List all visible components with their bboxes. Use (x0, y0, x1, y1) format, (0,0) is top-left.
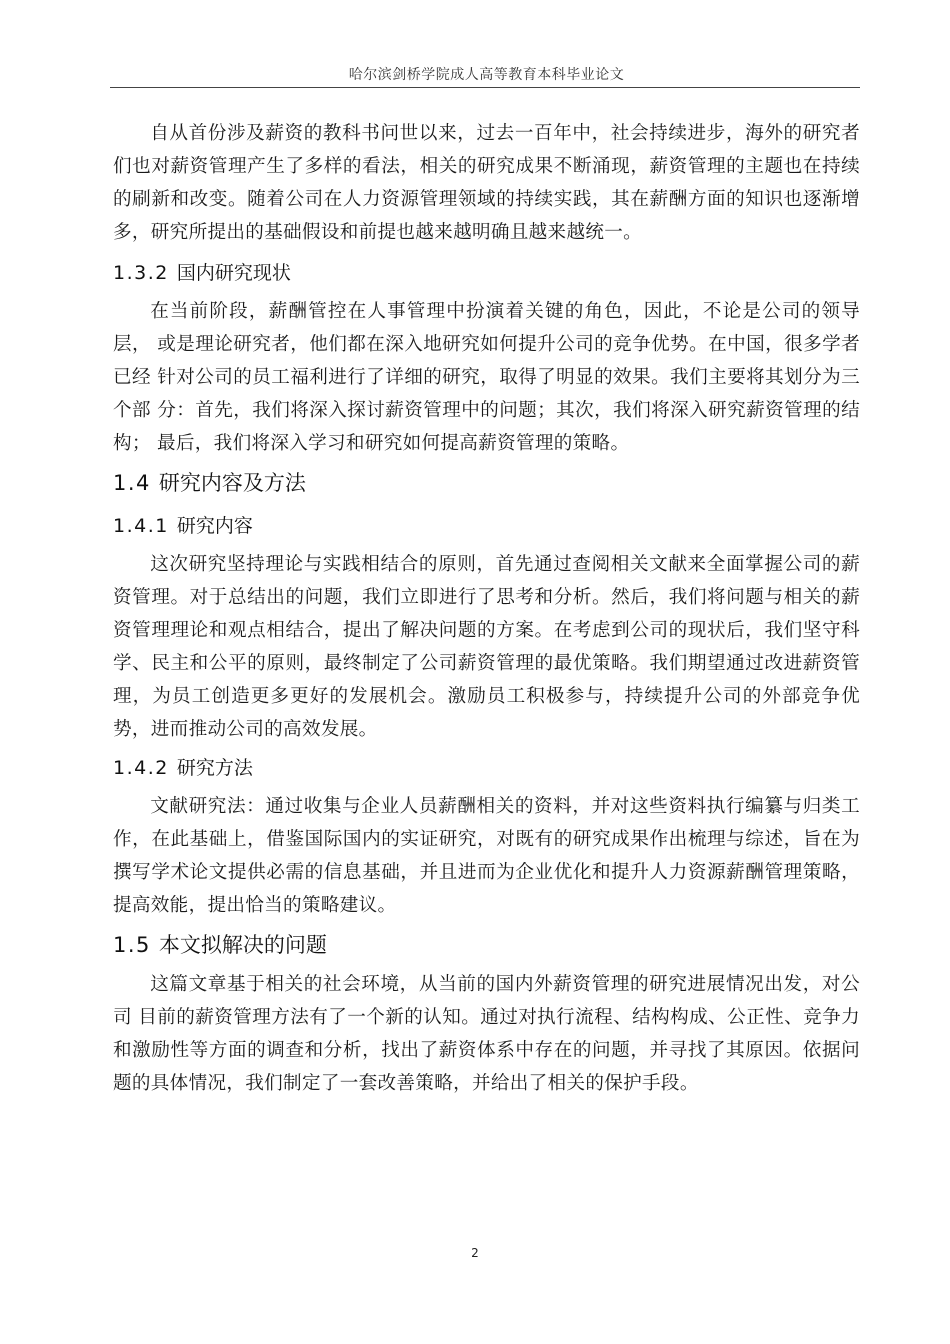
heading-1-4 (113, 462, 860, 504)
heading-number: 1.4.2 (113, 757, 169, 779)
heading-number: 1.3.2 (113, 262, 169, 284)
heading-1-5 (113, 924, 860, 966)
intro-paragraph: 自从首份涉及薪资的教科书问世以来，过去一百年中，社会持续进步，海外的研究者们也对薪资管理产生了多样的看法，相关的研究成果不断涌现，薪资管理的主题也在持续的刷新和改变。随着公司在人力资源管理领域的持续实践，其在薪酬方面的知识也逐渐增多，研究所提出的基础假设和前提也越来越明确且越来越统一。 (113, 123, 860, 243)
page-number: 2 (471, 1246, 479, 1260)
heading-1-4-2 (113, 748, 860, 788)
heading-title: 研究内容及方法 (158, 471, 306, 495)
paragraph-1-5: 这篇文章基于相关的社会环境，从当前的国内外薪资管理的研究进展情况出发，对公司 目前的薪资管理方法有了一个新的认知。通过对执行流程、结构构成、公正性、竞争力 和激励性等方面的调查和分析，找出了薪资体系中存在的问题，并寻找了其原因。依据问 题的具体情况，我们制定了一套改善策略，并给出了相关的保护手段。 (113, 974, 860, 1094)
heading-title: 研究内容 (176, 515, 253, 537)
header-divider (110, 87, 860, 88)
paragraph-1-4-1: 这次研究坚持理论与实践相结合的原则，首先通过查阅相关文献来全面掌握公司的薪资管理。对于总结出的问题，我们立即进行了思考和分析。然后，我们将问题与相关的薪资管理理论和观点相结合，提出了解决问题的方案。在考虑到公司的现状后，我们坚守科学、民主和公平的原则，最终制定了公司薪资管理的最优策略。我们期望通过改进薪资管理，为员工创造更多更好的发展机会。激励员工积极参与，持续提升公司的外部竞争优势，进而推动公司的高效发展。 (113, 554, 860, 740)
heading-1-4-1 (113, 506, 860, 546)
heading-number: 1.4.1 (113, 515, 169, 537)
page-content (113, 117, 860, 1100)
heading-title: 研究方法 (176, 757, 253, 779)
heading-1-3-2 (113, 253, 860, 293)
heading-title: 国内研究现状 (176, 262, 291, 284)
paragraph-1-3-2: 在当前阶段，薪酬管控在人事管理中扮演着关键的角色，因此，不论是公司的领导层， 或是理论研究者，他们都在深入地研究如何提升公司的竞争优势。在中国，很多学者已经 针对公司的员工福利进行了详细的研究，取得了明显的效果。我们主要将其划分为三个部 分：首先，我们将深入探讨薪资管理中的问题；其次，我们将深入研究薪资管理的结构； 最后，我们将深入学习和研究如何提高薪资管理的策略。 (113, 301, 860, 454)
paragraph-1-4-2: 文献研究法：通过收集与企业人员薪酬相关的资料，并对这些资料执行编纂与归类工作，在此基础上，借鉴国际国内的实证研究，对既有的研究成果作出梳理与综述，旨在为撰写学术论文提供必需的信息基础，并且进而为企业优化和提升人力资源薪酬管理策略，提高效能，提出恰当的策略建议。 (113, 796, 860, 916)
running-header: 哈尔滨剑桥学院成人高等教育本科毕业论文 (348, 67, 625, 83)
heading-number: 1.5 (113, 933, 151, 957)
heading-title: 本文拟解决的问题 (158, 933, 327, 957)
heading-number: 1.4 (113, 471, 151, 495)
